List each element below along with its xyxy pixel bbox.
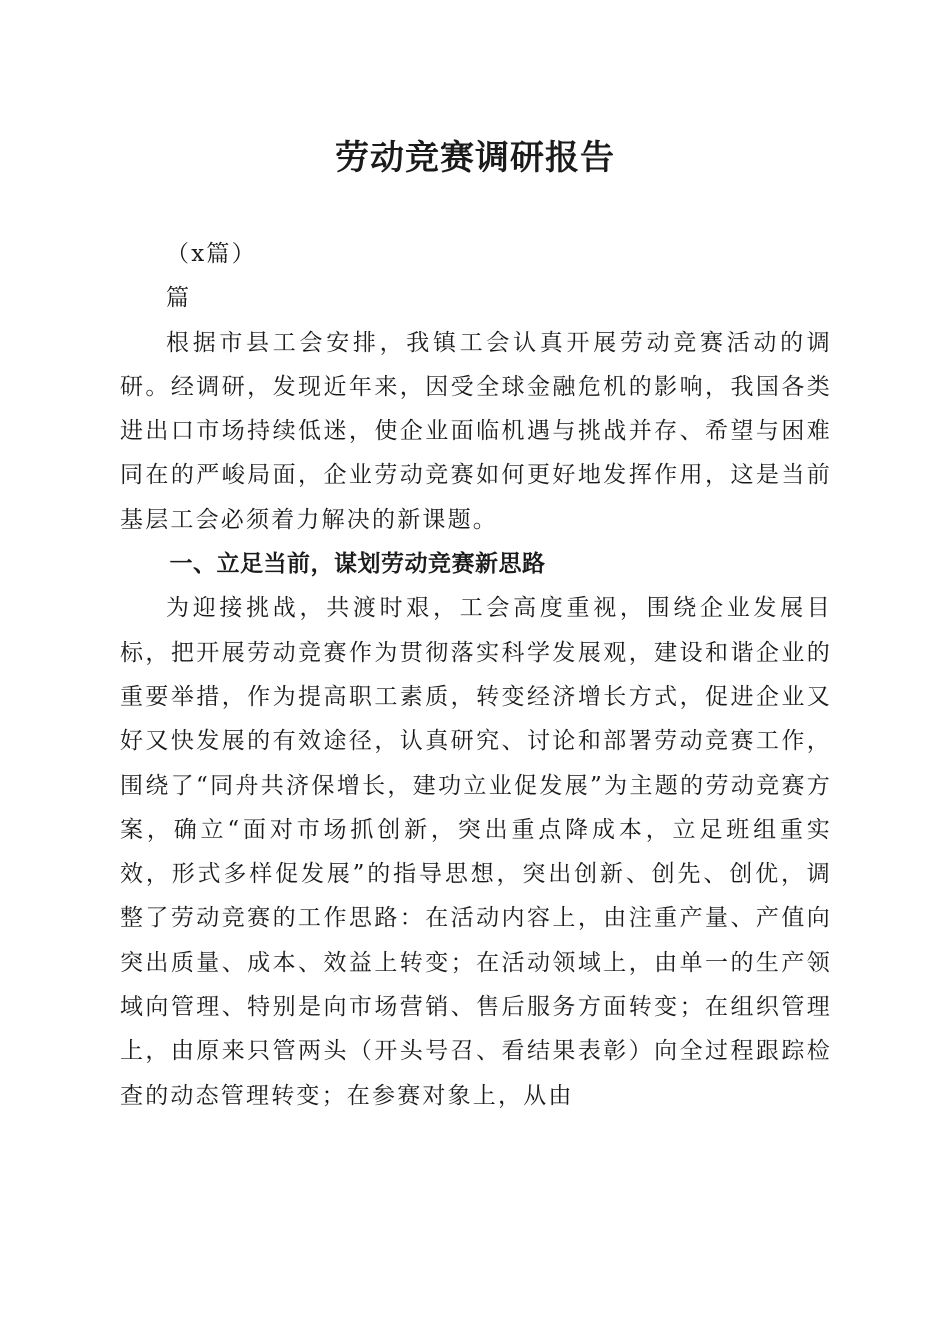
paragraph-section-1: 为迎接挑战，共渡时艰，工会高度重视，围绕企业发展目标，把开展劳动竞赛作为贯彻落实科学发展观，建设和谐企业的重要举措，作为提高职工素质，转变经济增长方式，促进企业又好又快发展的有效途径，认真研究、讨论和部署劳动竞赛工作，围绕了“同舟共济保增长，建功立业促发展”为主题的劳动竞赛方案，确立“面对市场抓创新，突出重点降成本，立足班组重实效，形式多样促发展”的指导思想，突出创新、创先、创优，调整了劳动竞赛的工作思路：在活动内容上，由注重产量、产值向突出质量、成本、效益上转变；在活动领域上，由单一的生产领域向管理、特别是向市场营销、售后服务方面转变；在组织管理上，由原来只管两头（开头号召、看结果表彰）向全过程跟踪检查的动态管理转变；在参赛对象上，从由 [120,595,832,1109]
section-label: 篇 [166,285,192,312]
paragraph-intro: 根据市县工会安排，我镇工会认真开展劳动竞赛活动的调研。经调研，发现近年来，因受全球金融危机的影响，我国各类进出口市场持续低迷，使企业面临机遇与挑战并存、希望与困难同在的严峻局面，企业劳动竞赛如何更好地发挥作用，这是当前基层工会必须着力解决的新课题。 [120,329,832,533]
document-body [120,232,832,1118]
section-heading-1: 一、立足当前，谋划劳动竞赛新思路 [169,551,546,578]
document-title: 劳动竞赛调研报告 [335,138,615,178]
document-subtitle: （x篇） [166,241,257,267]
